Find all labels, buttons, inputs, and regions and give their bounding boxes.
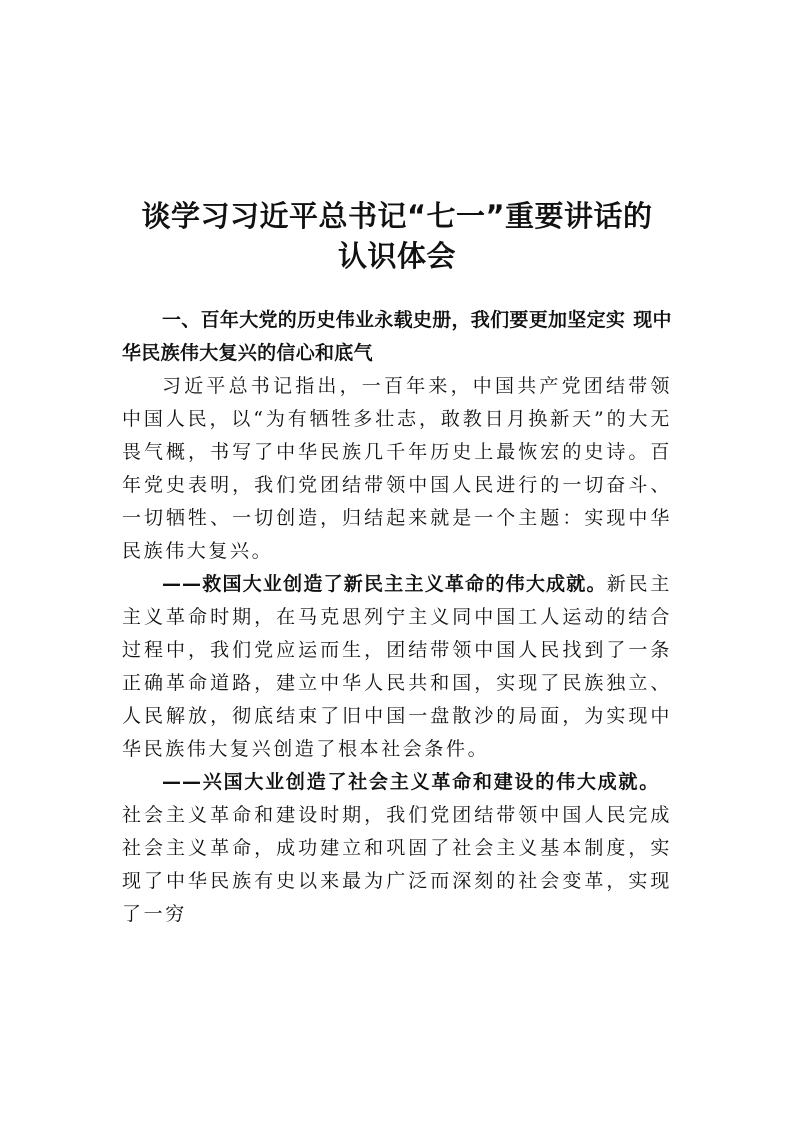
paragraph-construction-lead: ——兴国大业创造了社会主义革命和建设的伟大成就。: [162, 771, 660, 793]
paragraph-construction: [122, 766, 672, 931]
paragraph-revolution-lead: ——救国大业创造了新民主主义革命的伟大成就。: [162, 573, 607, 595]
paragraph-revolution-body: 新民主主义革命时期，在马克思列宁主义同中国工人运动的结合过程中，我们党应运而生，团结带领中国人民找到了一条正确革命道路，建立中华人民共和国，实现了民族独立、人民解放，彻底结束了旧中国一盘散沙的局面，为实现中华民族伟大复兴创造了根本社会条件。: [122, 573, 672, 760]
section-heading: [122, 304, 672, 370]
paragraph-revolution: [122, 568, 672, 766]
document-page: [122, 196, 672, 931]
paragraph-construction-body: 社会主义革命和建设时期，我们党团结带领中国人民完成社会主义革命，成功建立和巩固了社会主义基本制度，实现了中华民族有史以来最为广泛而深刻的社会变革，实现了一穷: [122, 804, 672, 925]
title-line-1: 谈学习习近平总书记“七一”重要讲话的: [141, 199, 653, 233]
section-heading-part2: 现中华民族伟大复兴的信心和底气: [122, 309, 672, 364]
document-title: [102, 196, 692, 276]
paragraph-intro: 习近平总书记指出，一百年来，中国共产党团结带领中国人民，以“为有牺牲多壮志，敢教日月换新天”的大无畏气概，书写了中华民族几千年历史上最恢宏的史诗。百年党史表明，我们党团结带领中国人民进行的一切奋斗、一切牺牲、一切创造，归结起来就是一个主题：实现中华民族伟大复兴。: [122, 375, 672, 562]
title-line-2: 认识体会: [337, 239, 456, 273]
section-heading-part1: 一、百年大党的历史伟业永载史册，我们要更加坚定实: [162, 309, 626, 331]
